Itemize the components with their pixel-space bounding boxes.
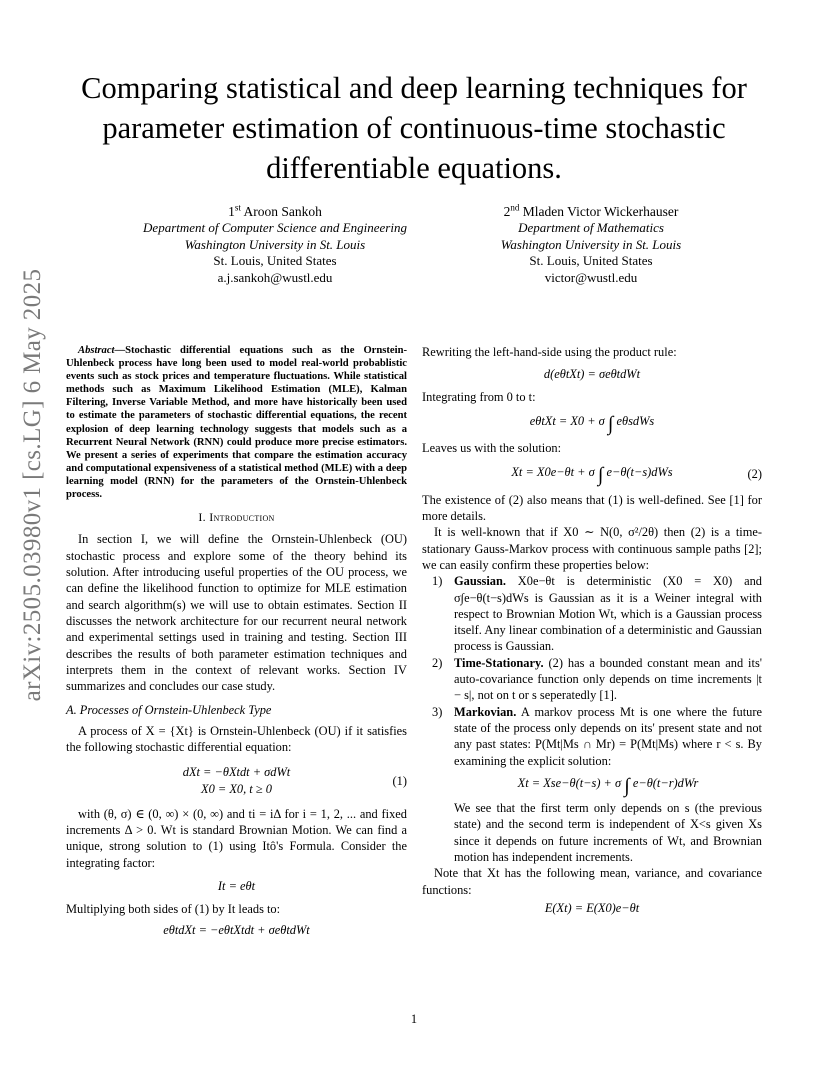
paragraph-multiply: Multiplying both sides of (1) by It leads to: [66, 902, 281, 917]
subsection-heading-ou: A. Processes of Ornstein-Uhlenbeck Type [66, 703, 272, 718]
paragraph-rewrite: Rewriting the left-hand-side using the product rule: [422, 345, 677, 359]
list-text: A markov process Mt is one where the future state of the process only depends on its' present state and not any past states: P(Mt|Ms ∩ Mr) = P(Mt|Ms) where r < s. By examining the explicit solution: [454, 704, 762, 768]
list-number: 2) [432, 655, 443, 670]
integral-sign: ∫ [607, 412, 614, 435]
equation-integral [422, 412, 762, 435]
list-heading: Markovian. [454, 704, 517, 719]
equation-2 [422, 464, 762, 487]
paper-title: Comparing statistical and deep learning techniques for parameter estimation of continuous-time stochastic differentiable equations. [81, 71, 747, 185]
author-block-1 [130, 203, 420, 286]
paragraph-well-known: It is well-known that if X0 ∼ N(0, σ²/2θ) then (2) is a time-stationary Gauss-Markov process with continuous sample paths [2]; we can easily confirm these properties below: [422, 525, 762, 572]
equation-product-rule: d(eθtXt) = σeθtdWt [543, 367, 641, 382]
equation-markov [454, 774, 762, 797]
arxiv-sidebar [8, 268, 58, 702]
eq2-rhs: e−θ(t−s)dWs [606, 465, 673, 480]
list-item [422, 573, 762, 654]
author-location-2: St. Louis, United States [529, 253, 653, 268]
left-column [66, 344, 407, 942]
author-block-2 [455, 203, 727, 286]
equation-multiply: eθtdXt = −eθtXtdt + σeθtdWt [163, 922, 310, 937]
list-item [422, 655, 762, 704]
right-column [422, 344, 762, 918]
author-dept-2: Department of Mathematics [518, 220, 664, 235]
list-number: 1) [432, 574, 443, 589]
arxiv-id: arXiv:2505.03980v1 [cs.LG] 6 May 2025 [19, 268, 46, 702]
paragraph-with: with (θ, σ) ∈ (0, ∞) × (0, ∞) and ti = iΔ for i = 1, 2, ... and fixed increments Δ > 0. Wt is standard Brownian Motion. We can find a unique, strong solution to (1) using Itô's Formula. Consider the integrating factor: [66, 806, 407, 870]
integral-sign: ∫ [597, 464, 604, 487]
intro-paragraph: In section I, we will define the Ornstein-Uhlenbeck (OU) stochastic process and explore some of the theory behind its solution. After introducing useful properties of the OU process, we can define the likelihood function to optimize for MLE estimation and search algorithm(s) we will use to obtain estimates. Section II discusses the network architecture for our recurrent neural network and experimental settings used in training and testing. Section III describes the results of both parameter estimation techniques and interprets them in the context of relevant works. Section IV summarizes and concludes our case study. [66, 532, 407, 694]
list-text: X0e−θt is deterministic (X0 = X0) and σ∫e−θ(t−s)dWs is Gaussian as it is a Weiner integral with respect to Brownian Motion Wt, which is a Gaussian process itself. Any linear combination of a deterministic and Gaussian process is Gaussian. [454, 574, 762, 654]
list-heading: Time-Stationary. [454, 655, 544, 670]
author-email-1: a.j.sankoh@wustl.edu [217, 269, 333, 285]
author-location-1: St. Louis, United States [213, 253, 337, 268]
author-org-1: Washington University in St. Louis [184, 236, 366, 252]
eq-int-rhs: eθsdWs [616, 413, 655, 428]
list-text: (2) has a bounded constant mean and its' auto-covariance function only depends on time increments |t − s|, not on t or s seperatedly [1]. [454, 655, 762, 703]
equation-mean: E(Xt) = E(X0)e−θt [544, 900, 640, 915]
section-heading-introduction: I. Introduction [198, 510, 275, 525]
list-number: 3) [432, 704, 443, 719]
list-item [422, 704, 762, 769]
author-dept-1: Department of Computer Science and Engineering [143, 220, 407, 235]
integral-sign: ∫ [624, 774, 630, 797]
page-number: 1 [410, 1012, 418, 1026]
paragraph-integrate: Integrating from 0 to t: [422, 389, 536, 404]
author-org-2: Washington University in St. Louis [500, 236, 682, 252]
abstract [66, 344, 407, 501]
eq2-number: (2) [747, 466, 762, 481]
eq1-line1: dXt = −θXtdt + σdWt [182, 765, 291, 780]
eq-markov-lhs: Xt = Xse−θ(t−s) + σ [517, 775, 622, 790]
equation-integrating-factor: It = eθt [217, 879, 256, 894]
paragraph-leaves: Leaves us with the solution: [422, 441, 562, 456]
paragraph-note: Note that Xt has the following mean, variance, and covariance functions: [422, 866, 762, 897]
eq-markov-rhs: e−θ(t−r)dWr [632, 775, 699, 790]
eq1-number: (1) [392, 773, 407, 788]
author-name-1: 1st Aroon Sankoh [228, 202, 322, 219]
eq1-line2: X0 = X0, t ≥ 0 [201, 781, 272, 796]
list-heading: Gaussian. [454, 574, 506, 589]
equation-1 [66, 764, 407, 797]
paragraph-first-term: We see that the first term only depends on s (the previous state) and the second term is independent of X<s given Xs since it depends on future increments of Wt, and Brownian motion has independent increments. [454, 801, 762, 865]
eq-int-lhs: eθtXt = X0 + σ [529, 413, 605, 428]
paragraph-existence: The existence of (2) also means that (1) is well-defined. See [1] for more details. [422, 492, 762, 524]
paragraph-process-def: A process of X = {Xt} is Ornstein-Uhlenbeck (OU) if it satisfies the following stochastic differential equation: [66, 723, 407, 754]
author-name-2: 2nd Mladen Victor Wickerhauser [503, 202, 679, 219]
eq2-lhs: Xt = X0e−θt + σ [511, 465, 595, 480]
abstract-text: —Stochastic differential equations such as the Ornstein-Uhlenbeck process have long been used to model real-world probablistic events such as stock prices and temperature fluctuations. While statistical methods such as Maximum Likelihood Estimation (MLE), Kalman Filtering, Inverse Variable Method, and more have historically been used to estimate the parameters of stochastic differential equations, the recent explosion of deep learning technology suggests that models such as a Recurrent Neural Network (RNN) could produce more precise estimators. We present a series of experiments that compare the estimation accuracy and computational expensiveness of a statistical method (MLE) with a deep learning model (RNN) for the parameters of the Ornstein-Uhlenbeck process. [66, 345, 407, 501]
author-email-2: victor@wustl.edu [544, 269, 638, 285]
abstract-label: Abstract [78, 345, 115, 356]
